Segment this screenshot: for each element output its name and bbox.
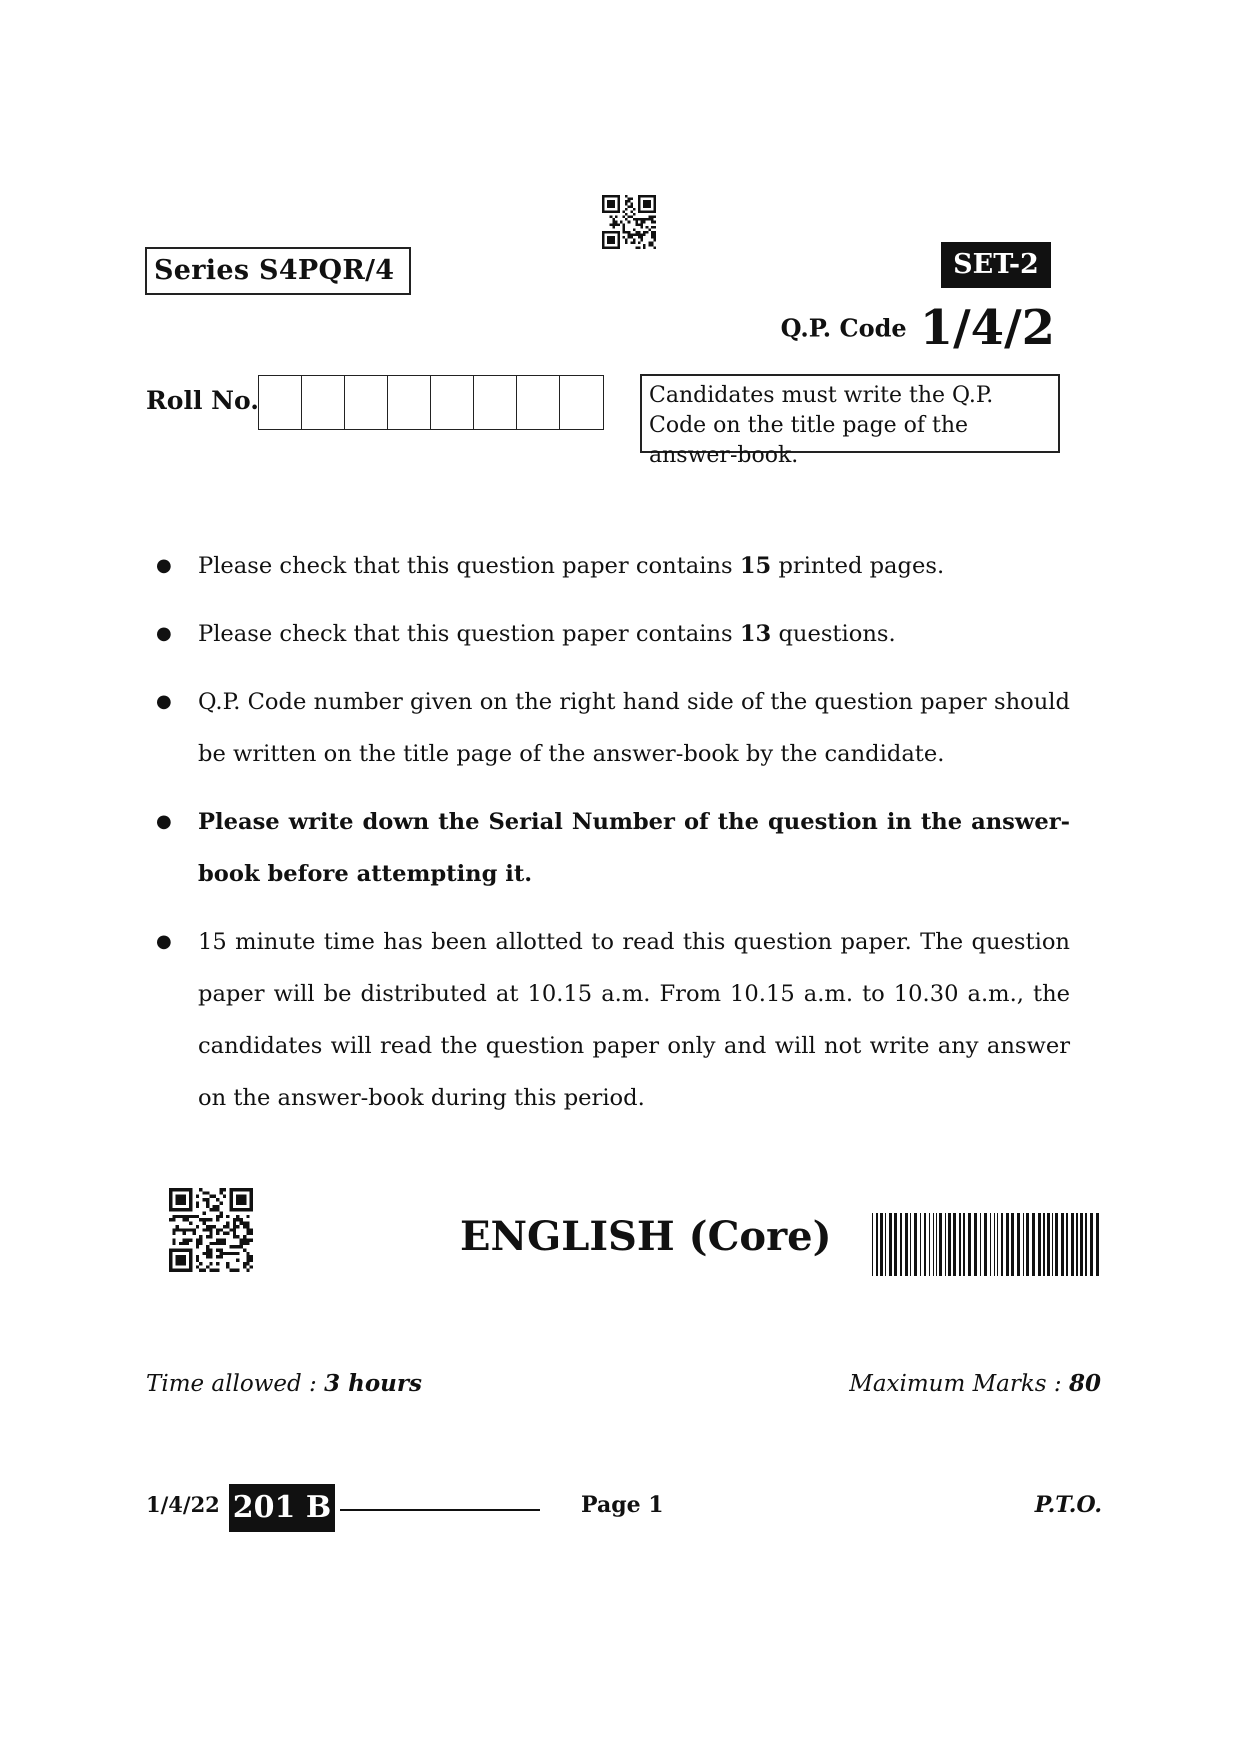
instruction-item [150, 916, 1070, 1124]
time-allowed-label: Time allowed : [146, 1371, 325, 1397]
instruction-text: questions. [771, 621, 896, 647]
barcode-icon [872, 1213, 1100, 1276]
roll-number-boxes[interactable] [258, 375, 604, 430]
bullet-icon: ● [156, 623, 172, 644]
subject-title: ENGLISH (Core) [460, 1213, 832, 1260]
qp-code [781, 300, 1055, 356]
instruction-text: 15 minute time has been allotted to read this question paper. The question paper will be distributed at 10.15 a.m. From 10.15 a.m. to 10.30 a.m., the candidates will read the question paper only and will not write any answer on the answer-book during this period. [198, 929, 1070, 1111]
page-number: Page 1 [581, 1492, 664, 1518]
pto-label: P.T.O. [1034, 1492, 1102, 1518]
qr-code-bottom-icon [169, 1188, 253, 1272]
footer-divider [340, 1509, 540, 1511]
instructions-list [150, 540, 1070, 1140]
instruction-text: 15 [739, 553, 772, 579]
qp-code-label: Q.P. Code [780, 313, 907, 343]
maximum-marks-label: Maximum Marks : [849, 1371, 1069, 1397]
roll-number-cell[interactable] [474, 376, 517, 429]
instruction-text: Please write down the Serial Number of the question in the answer-book before attempting it. [198, 809, 1070, 887]
roll-number-cell[interactable] [560, 376, 603, 429]
roll-number-cell[interactable] [431, 376, 474, 429]
instruction-text: Q.P. Code number given on the right hand side of the question paper should be written on the title page of the answer-book by the candidate. [198, 689, 1070, 767]
instruction-item [150, 676, 1070, 780]
bullet-icon: ● [156, 555, 172, 576]
footer-badge: 201 B [229, 1484, 335, 1532]
roll-number-cell[interactable] [345, 376, 388, 429]
roll-number-cell[interactable] [388, 376, 431, 429]
series-label: Series S4PQR/4 [145, 247, 411, 295]
roll-number-cell[interactable] [517, 376, 560, 429]
bullet-icon: ● [156, 691, 172, 712]
maximum-marks [849, 1370, 1101, 1397]
instruction-item [150, 796, 1070, 900]
roll-number-cell[interactable] [302, 376, 345, 429]
qp-code-value: 1/4/2 [919, 300, 1055, 356]
instruction-text: 13 [739, 621, 772, 647]
qp-code-instruction-box: Candidates must write the Q.P. Code on the title page of the answer-book. [640, 374, 1060, 453]
roll-number-cell[interactable] [259, 376, 302, 429]
roll-number-label: Roll No. [146, 386, 259, 415]
instruction-item [150, 608, 1070, 660]
time-allowed [146, 1370, 422, 1397]
bullet-icon: ● [156, 811, 172, 832]
instruction-text: Please check that this question paper contains [198, 621, 740, 647]
set-badge: SET-2 [941, 242, 1051, 288]
instruction-text: printed pages. [771, 553, 945, 579]
bullet-icon: ● [156, 931, 172, 952]
qr-code-top-icon [602, 195, 656, 249]
instruction-text: Please check that this question paper contains [198, 553, 740, 579]
footer-code: 1/4/22 [146, 1492, 220, 1517]
time-allowed-value: 3 hours [324, 1370, 422, 1397]
maximum-marks-value: 80 [1068, 1370, 1101, 1397]
instruction-item [150, 540, 1070, 592]
